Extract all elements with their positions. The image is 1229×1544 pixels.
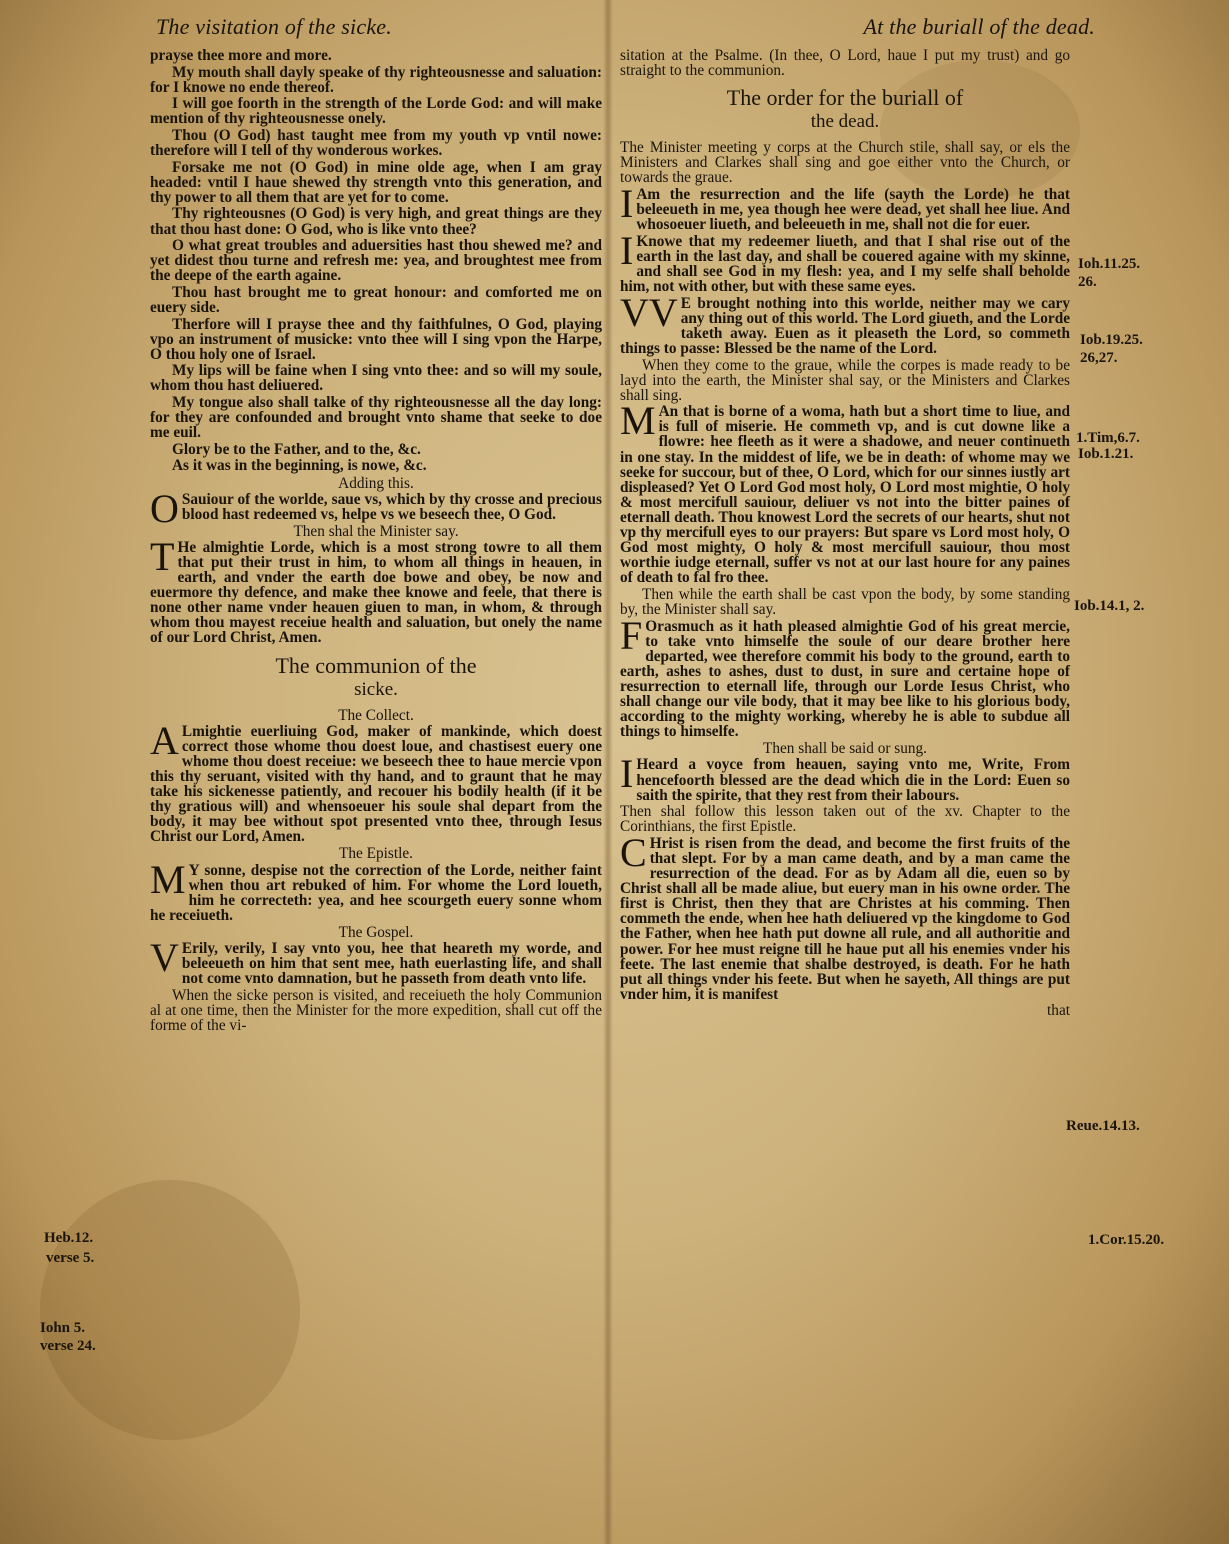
section-heading: The Collect. <box>338 706 414 724</box>
sentence-paragraph <box>620 398 1070 587</box>
margin-note: Iohn 5. <box>40 1320 86 1336</box>
section-heading: The Gospel. <box>338 923 414 941</box>
sentence-text: Knowe that my redeemer liueth, and that I shal rise out of the earth in the last day, and shall be couered againe with my skinne, and shall see God in my flesh: yea, and I my selfe shall beholde him, not with other, but with these same eyes. <box>620 232 1070 296</box>
section-title-line: the dead. <box>810 111 880 133</box>
margin-note: Iob.14.1, 2. <box>1074 598 1145 614</box>
sentence-text: Am the resurrection and the life (sayth the Lorde) he that beleeueth in me, yea though hee were dead, yet shall hee liue. And whosoeuer liueth, and beleeueth in me, shall not die for euer. <box>636 185 1070 234</box>
left-column <box>150 48 602 1035</box>
margin-note: Iob.19.25. <box>1080 332 1143 348</box>
psalm-verse: Therfore will I prayse thee and thy faithfulnes, O God, playing vpo an instrument of musicke: vnto thee will I sing vpon the Harpe, O thou holy one of Israel. <box>150 315 602 363</box>
psalm-verse: My mouth shall dayly speake of thy righteousnesse and saluation: for I knowe no ende thereof. <box>150 63 602 96</box>
sentence-paragraph <box>620 612 1070 741</box>
psalm-verse: prayse thee more and more. <box>150 47 332 64</box>
paper-stain <box>40 1180 300 1440</box>
psalm-verse: My lips will be faine when I sing vnto thee: and so will my soule, whom thou hast deliuered. <box>150 362 602 395</box>
margin-note: Ioh.11.25. <box>1078 256 1141 272</box>
psalm-verse: Thou hast brought me to great honour: and comforted me on euery side. <box>150 283 602 316</box>
section-heading: Then shall be said or sung. <box>763 740 927 758</box>
margin-note: 26. <box>1078 274 1097 290</box>
section-heading: Adding this. <box>338 474 414 492</box>
prayer-paragraph <box>150 934 602 988</box>
drop-cap: I <box>620 180 634 226</box>
psalm-verse: Thou (O God) hast taught mee from my youth vp vntil nowe: therefore will I tell of thy wonderous workes. <box>150 126 602 160</box>
sentence-text: E brought nothing into this worlde, neither may we cary any thing out of this world. The Lord giueth, and the Lorde taketh away. Euen as it pleaseth the Lord, so commeth things to passe: Blessed be the name of the Lord. <box>620 294 1070 357</box>
sentence-text: An that is borne of a woma, hath but a short time to liue, and is full of miserie. He commeth vp, and is cut downe like a flowre: hee fleeth as it were a shadowe, and neuer continueth in one stay. In the middest of life, we be in death: of whome may we seeke for succour, but of thee, O Lord, which for our sinnes iustly art displeased? Yet O Lord God most holy, O Lord most mightie, O holy & most mercifull sauiour, deliuer vs not into the bitter paines of eternall death. Thou knowest Lord the secrets of our hearts, shut not vp thy mercifull eyes to our prayers: But spare vs Lord most holy, O God most mighty, O holy & most mercifull sauiour, thou most worthie iudge eternall, suffer vs not at our last houre for any paines of death to fal fro thee. <box>620 403 1070 587</box>
margin-note: verse 24. <box>40 1338 96 1354</box>
section-heading: The Epistle. <box>339 845 413 863</box>
margin-note: Heb.12. <box>44 1230 94 1246</box>
prayer-paragraph <box>150 533 602 647</box>
running-header-left: The visitation of the sicke. <box>156 14 392 39</box>
section-title-line: sicke. <box>354 678 398 700</box>
prayer-paragraph <box>150 856 602 924</box>
rubric: When the sicke person is visited, and receiueth the holy Communion al at one time, then the Minister for the more expedition, shall cut off the forme of the vi- <box>150 986 602 1034</box>
margin-note: verse 5. <box>46 1250 95 1266</box>
rubric: Then shal follow this lesson taken out of the xv. Chapter to the Corinthians, the first Epistle. <box>620 803 1070 836</box>
prayer-text: Lmightie euerliuing God, maker of mankinde, which doest correct those whome thou doest loue, and chastisest euery one whome thou doest receiue: we beseech thee to haue mercie vpon this thy seruant, visited with thy hand, and to graunt that he may take his sickenesse patiently, and recouer his bodily health (if it be thy gratious will) and whensoeuer his soule shal depart from the body, it may bee without spot presented vnto thee, through Iesus Christ our Lord, Amen. <box>150 722 602 846</box>
psalm-verse: Thy righteousnes (O God) is very high, and great things are they that thou hast done: O God, who is like vnto thee? <box>150 205 602 238</box>
prayer-paragraph <box>150 717 602 846</box>
right-column <box>620 48 1070 1020</box>
margin-note: 1.Cor.15.20. <box>1088 1232 1165 1248</box>
drop-cap: C <box>620 829 647 875</box>
psalm-verse: I will goe foorth in the strength of the Lorde God: and will make mention of thy righteousnesse onely. <box>150 95 602 128</box>
rubric: The Minister meeting y corps at the Church stile, shall say, or els the Ministers and Clarkes shall sing and goe either vnto the Church, or towards the graue. <box>620 139 1070 187</box>
section-heading: Then shal the Minister say. <box>293 522 459 540</box>
margin-note: Reue.14.13. <box>1066 1118 1140 1134</box>
drop-cap: M <box>620 398 656 444</box>
psalm-verse: My tongue also shall talke of thy righteousnesse all the day long: for they are confounded and brought vnto shame that seeke to doe me euil. <box>150 394 602 442</box>
drop-cap: M <box>150 856 186 902</box>
sentence-paragraph <box>620 227 1070 296</box>
sentence-paragraph <box>620 180 1070 234</box>
drop-cap: I <box>620 751 634 797</box>
section-title-line: The order for the buriall of <box>726 85 964 111</box>
rubric: Then while the earth shall be cast vpon the body, by some standing by, the Minister shall say. <box>620 585 1070 618</box>
prayer-text: He almightie Lorde, which is a most strong towre to all them that put their trust in him, to whom all things in heauen, in earth, and vnder the earth doe bowe and obey, be now and euermore thy defence, and make thee knowe and feele, that there is none other name vnder heauen giuen to man, in whom, & through whom thou mayest receiue health and saluation, but onely the name of our Lord Christ, Amen. <box>150 538 602 647</box>
sentence-text: Heard a voyce from heauen, saying vnto me, Write, From hencefoorth blessed are the dead which die in the Lord: Euen so saith the spirite, that they rest from their labours. <box>636 756 1070 804</box>
margin-note: Iob.1.21. <box>1078 446 1134 462</box>
running-header-right: At the buriall of the dead. <box>863 14 1095 39</box>
drop-cap: I <box>620 227 634 273</box>
drop-cap: O <box>150 485 179 531</box>
section-title <box>620 86 1070 134</box>
sentence-text: Hrist is risen from the dead, and become the first fruits of the that slept. For by a man came death, and by a man came the resurrection of the dead. For as by Adam all die, euen so by Christ shall all be made aliue, but euery man in his owne order. The first is Christ, then they that are Christes at his comming. Then commeth the ende, when hee hath deliuered vp the kingdome to God the Father, when hee hath put downe all rule, and all authoritie and power. For hee must reigne till he haue put all his enemies vnder his feete. The last enemie that shalbe destroyed, is death. For he hath put all things vnder his feete. But when he sayeth, All things are put vnder him, it is manifest <box>620 834 1070 1003</box>
psalm-verse: O what great troubles and aduersities hast thou shewed me? and yet didest thou turne and refresh me: yea, and broughtest mee from the deepe of the earth againe. <box>150 237 602 285</box>
margin-note: 26,27. <box>1080 350 1118 366</box>
drop-cap: F <box>620 612 643 658</box>
drop-cap: V <box>150 934 179 980</box>
catchword: that <box>1047 1002 1070 1020</box>
page-gutter <box>603 0 613 1544</box>
psalm-verse: Forsake me not (O God) in mine olde age, when I am gray headed: vntil I haue shewed thy strength vnto this generation, and thy power to all them that are yet for to come. <box>150 158 602 206</box>
section-title <box>150 654 602 702</box>
rubric: When they come to the graue, while the corpes is made ready to be layd into the earth, the Minister shal say, or the Ministers and Clarkes shall sing. <box>620 356 1070 404</box>
sentence-paragraph <box>620 829 1070 1003</box>
sentence-text: Orasmuch as it hath pleased almightie God of his great mercie, to take vnto himselfe the soule of our deare brother here departed, wee therefore commit his body to the ground, earth to earth, ashes to ashes, dust to dust, in sure and certaine hope of resurrection to eternall life, through our Lorde Iesus Christ, who shall change our vile body, that it may bee like to his glorious body, according to the mighty working, whereby he is able to subdue all things to himselfe. <box>620 617 1070 741</box>
sentence-paragraph <box>620 751 1070 804</box>
drop-cap: VV <box>620 289 678 335</box>
prayer-text: Erily, verily, I say vnto you, hee that heareth my worde, and beleeueth on him that sent mee, hath euerlasting life, and shall not come vnto damnation, but he passeth from death vnto life. <box>181 939 602 988</box>
section-title-line: The communion of the <box>275 652 477 678</box>
sentence-paragraph <box>620 289 1070 357</box>
gloria: Glory be to the Father, and to the, &c. <box>172 440 421 458</box>
prayer-text: Sauiour of the worlde, saue vs, which by thy crosse and precious blood hast redeemed vs, helpe vs we beseech thee, O God. <box>181 490 602 523</box>
margin-note: 1.Tim,6.7. <box>1076 430 1140 446</box>
prayer-text: Y sonne, despise not the correction of the Lorde, neither faint when thou art rebuked of him. For whome the Lord loueth, him he correcteth: yea, and hee scourgeth euery sonne whom he receiueth. <box>150 861 602 924</box>
drop-cap: T <box>150 533 175 579</box>
drop-cap: A <box>150 717 179 763</box>
gloria: As it was in the beginning, is nowe, &c. <box>172 457 427 475</box>
rubric: sitation at the Psalme. (In thee, O Lord, haue I put my trust) and go straight to the communion. <box>620 47 1070 80</box>
